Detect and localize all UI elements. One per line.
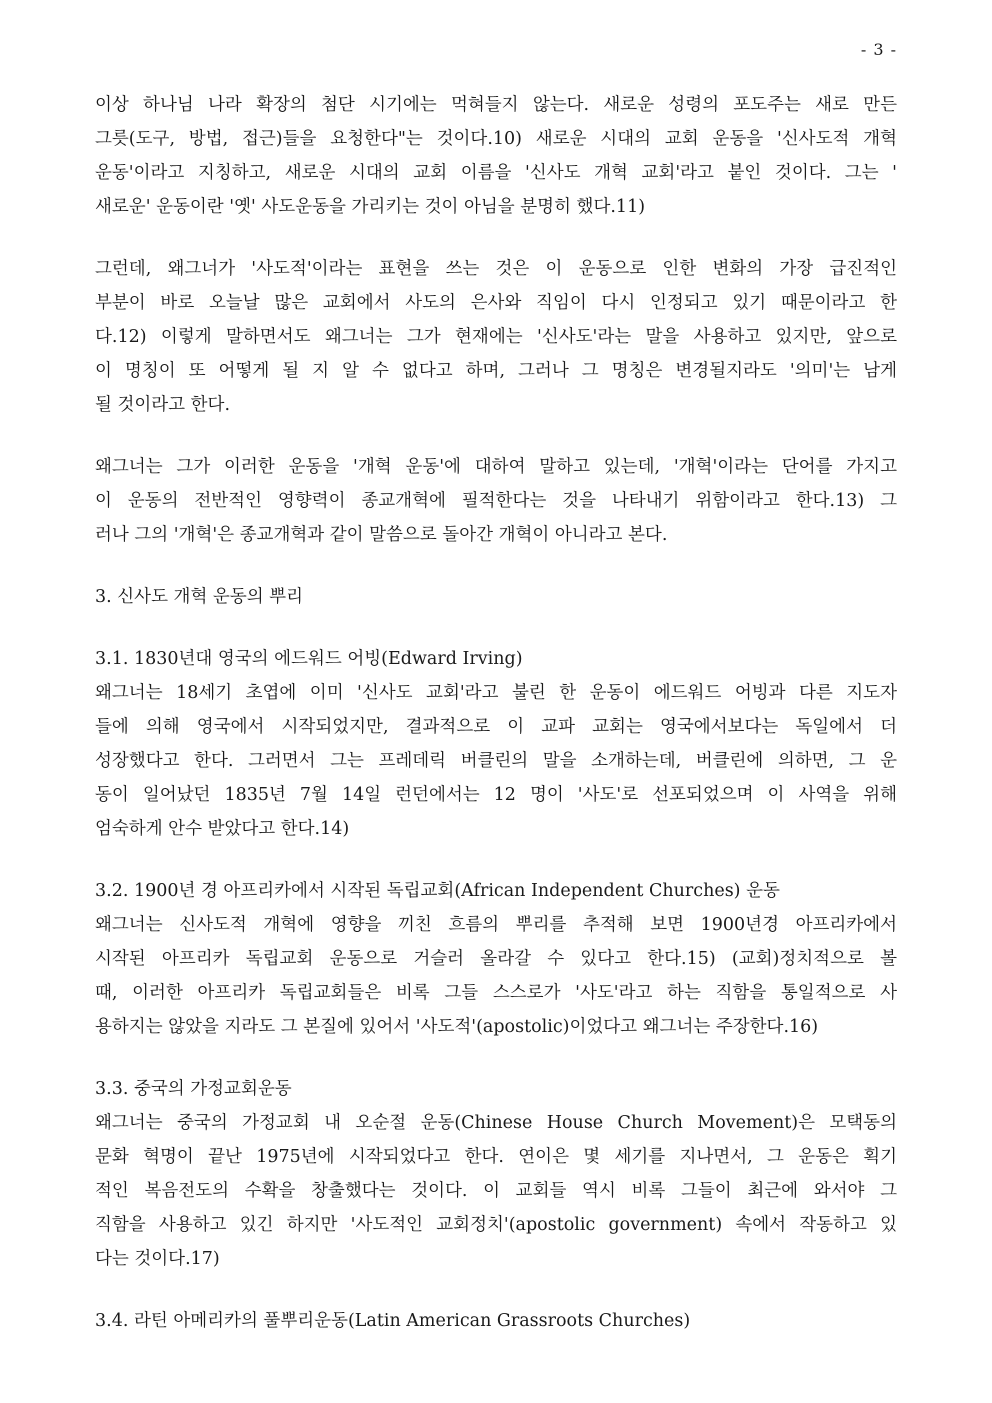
paragraph-2 [95, 252, 897, 422]
text-line: 이 운동의 전반적인 영향력이 종교개혁에 필적한다는 것을 나타내기 위함이라고 한다.13) 그 [95, 491, 897, 511]
text-line: 부분이 바로 오늘날 많은 교회에서 사도의 은사와 직임이 다시 인정되고 있기 때문이라고 한 [95, 293, 897, 313]
subsection-3-2 [95, 874, 897, 1044]
document-body [95, 88, 897, 1366]
section-heading: 3. 신사도 개혁 운동의 뿌리 [95, 587, 303, 607]
text-line: 용하지는 않았을 지라도 그 본질에 있어서 '사도적'(apostolic)이었다고 왜그너는 주장한다.16) [95, 1017, 819, 1037]
text-line: 다는 것이다.17) [95, 1249, 220, 1269]
subsection-heading: 3.1. 1830년대 영국의 에드워드 어빙(Edward Irving) [95, 649, 523, 669]
subsection-3-3 [95, 1072, 897, 1276]
text-line: 직함을 사용하고 있긴 하지만 '사도적인 교회정치'(apostolic government) 속에서 작동하고 있 [95, 1215, 897, 1235]
text-line: 적인 복음전도의 수확을 창출했다는 것이다. 이 교회들 역시 비록 그들이 최근에 와서야 그 [95, 1181, 897, 1201]
subsection-3-4 [95, 1304, 897, 1338]
text-line: 시작된 아프리카 독립교회 운동으로 거슬러 올라갈 수 있다고 한다.15) (교회)정치적으로 볼 [95, 949, 897, 969]
text-line: 그릇(도구, 방법, 접근)들을 요청한다"는 것이다.10) 새로운 시대의 교회 운동을 '신사도적 개혁 [95, 129, 897, 149]
subsection-heading: 3.3. 중국의 가정교회운동 [95, 1079, 292, 1099]
text-line: 이 명칭이 또 어떻게 될 지 알 수 없다고 하며, 그러나 그 명칭은 변경될지라도 '의미'는 남게 [95, 361, 897, 381]
text-line: 운동'이라고 지칭하고, 새로운 시대의 교회 이름을 '신사도 개혁 교회'라고 붙인 것이다. 그는 ' [95, 163, 897, 183]
text-line: 이상 하나님 나라 확장의 첨단 시기에는 먹혀들지 않는다. 새로운 성령의 포도주는 새로 만든 [95, 95, 897, 115]
text-line: 러나 그의 '개혁'은 종교개혁과 같이 말씀으로 돌아간 개혁이 아니라고 본다. [95, 525, 668, 545]
text-line: 동이 일어났던 1835년 7월 14일 런던에서는 12 명이 '사도'로 선포되었으며 이 사역을 위해 [95, 785, 897, 805]
subsection-heading: 3.2. 1900년 경 아프리카에서 시작된 독립교회(African Independent Churches) 운동 [95, 881, 780, 901]
text-line: 될 것이라고 한다. [95, 395, 231, 415]
text-line: 문화 혁명이 끝난 1975년에 시작되었다고 한다. 연이은 몇 세기를 지나면서, 그 운동은 획기 [95, 1147, 897, 1167]
text-line: 새로운' 운동이란 '옛' 사도운동을 가리키는 것이 아님을 분명히 했다.11) [95, 197, 646, 217]
subsection-3-1 [95, 642, 897, 846]
text-line: 왜그너는 신사도적 개혁에 영향을 끼친 흐름의 뿌리를 추적해 보면 1900년경 아프리카에서 [95, 915, 897, 935]
page-number: - 3 - [860, 40, 897, 59]
text-line: 왜그너는 그가 이러한 운동을 '개혁 운동'에 대하여 말하고 있는데, '개혁'이라는 단어를 가지고 [95, 457, 897, 477]
text-line: 성장했다고 한다. 그러면서 그는 프레데릭 버클린의 말을 소개하는데, 버클린에 의하면, 그 운 [95, 751, 897, 771]
text-line: 왜그너는 18세기 초엽에 이미 '신사도 교회'라고 불린 한 운동이 에드워드 어빙과 다른 지도자 [95, 683, 897, 703]
paragraph-1 [95, 88, 897, 224]
text-line: 왜그너는 중국의 가정교회 내 오순절 운동(Chinese House Church Movement)은 모택동의 [95, 1113, 897, 1133]
text-line: 엄숙하게 안수 받았다고 한다.14) [95, 819, 350, 839]
text-line: 들에 의해 영국에서 시작되었지만, 결과적으로 이 교파 교회는 영국에서보다는 독일에서 더 [95, 717, 897, 737]
subsection-heading: 3.4. 라틴 아메리카의 풀뿌리운동(Latin American Grassroots Churches) [95, 1311, 691, 1331]
text-line: 그런데, 왜그너가 '사도적'이라는 표현을 쓰는 것은 이 운동으로 인한 변화의 가장 급진적인 [95, 259, 897, 279]
text-line: 때, 이러한 아프리카 독립교회들은 비록 그들 스스로가 '사도'라고 하는 직함을 통일적으로 사 [95, 983, 897, 1003]
paragraph-3 [95, 450, 897, 552]
text-line: 다.12) 이렇게 말하면서도 왜그너는 그가 현재에는 '신사도'라는 말을 사용하고 있지만, 앞으로 [95, 327, 897, 347]
